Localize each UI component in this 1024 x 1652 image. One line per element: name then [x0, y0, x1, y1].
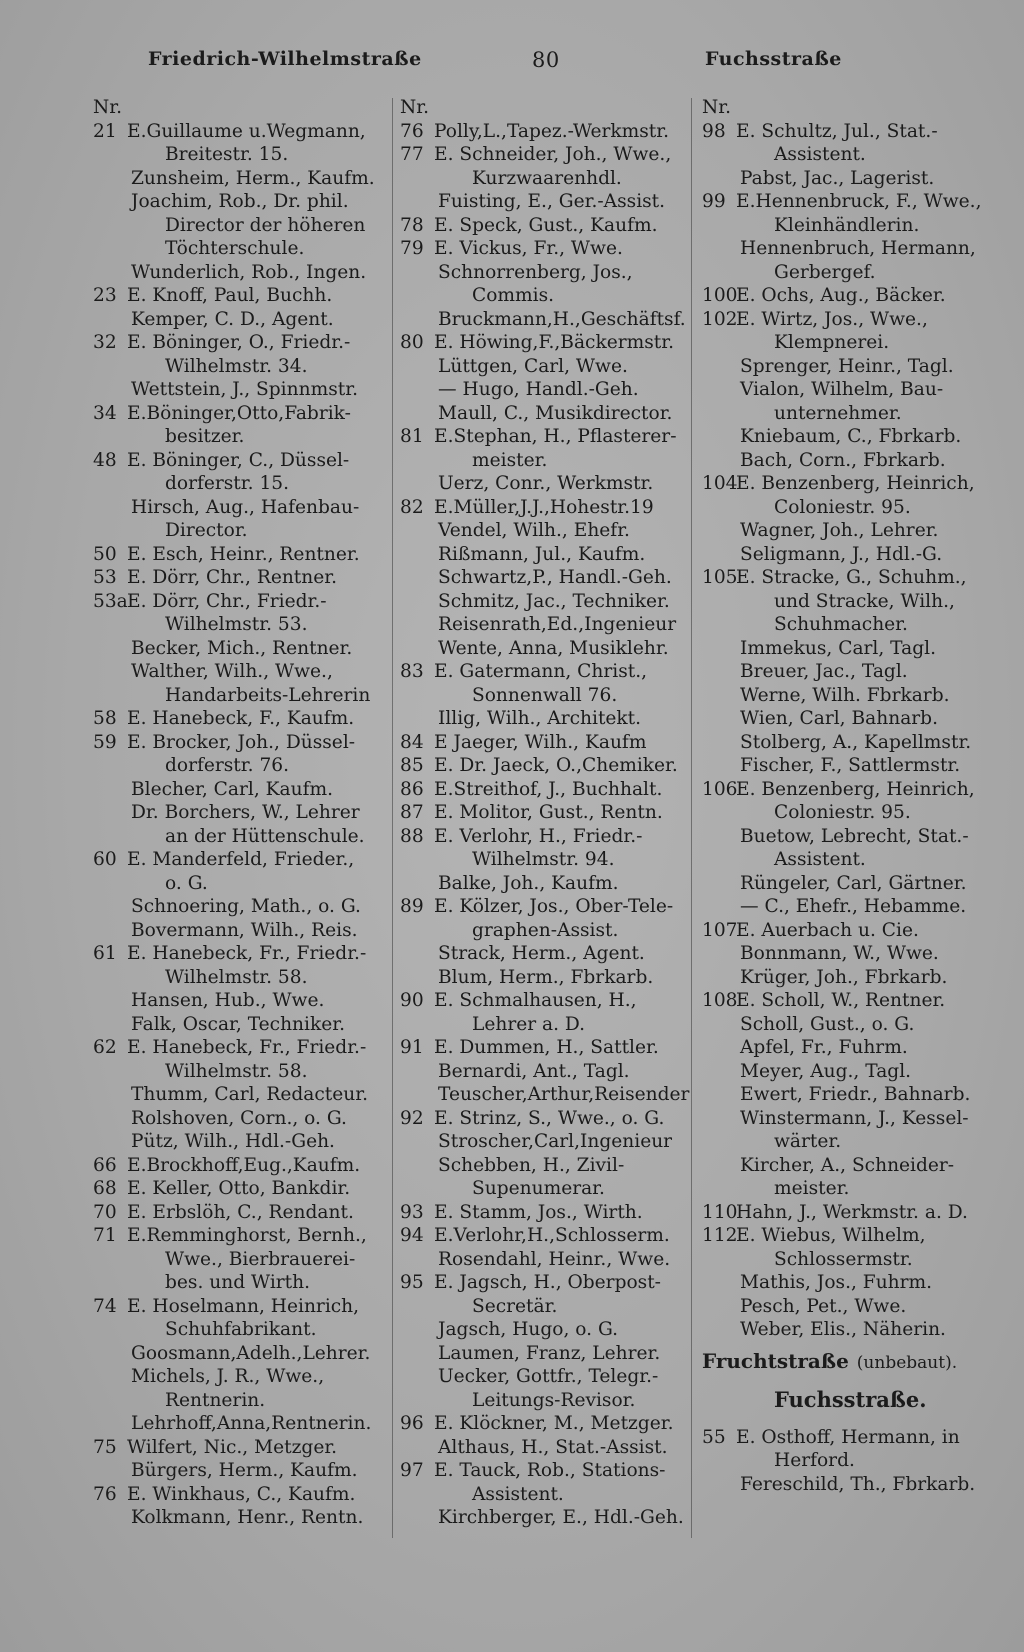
entry-continuation: Illig, Wilh., Architekt.	[438, 708, 642, 729]
number-column-label: Nr.	[93, 97, 123, 118]
directory-entry	[400, 731, 690, 755]
entry-continuation: Falk, Oscar, Techniker.	[131, 1013, 346, 1035]
entry-continuation: Schuhfabrikant.	[165, 1319, 317, 1340]
resident-text: E. Wiebus, Wilhelm,	[736, 1225, 926, 1246]
column-3	[702, 96, 992, 1496]
entry-continuation: Fuisting, E., Ger.-Assist.	[438, 191, 666, 212]
resident-text: E. Scholl, W., Rentner.	[736, 990, 946, 1011]
entry-continuation: Herford.	[774, 1450, 855, 1471]
directory-entry	[400, 754, 690, 778]
entry-continuation: Teuscher,Arthur,Reisender	[438, 1084, 690, 1105]
directory-entry	[702, 308, 992, 332]
resident-text: E. Stamm, Jos., Wirth.	[434, 1201, 643, 1223]
entry-continuation: Stroscher,Carl,Ingenieur	[438, 1131, 673, 1152]
entry-continuation: meister.	[774, 1178, 850, 1199]
entry-continuation: Wilhelmstr. 34.	[165, 355, 308, 377]
house-number: 77	[400, 144, 424, 165]
house-number: 90	[400, 990, 424, 1011]
house-number: 48	[93, 449, 117, 471]
house-number: 96	[400, 1413, 424, 1434]
house-number: 91	[400, 1037, 424, 1058]
entry-continuation: Kolkmann, Henr., Rentn.	[131, 1507, 364, 1528]
directory-entry	[93, 402, 383, 426]
entry-continuation: Jagsch, Hugo, o. G.	[438, 1319, 619, 1340]
house-number: 23	[93, 285, 117, 306]
entry-continuation: Goosmann,Adelh.,Lehrer.	[131, 1342, 371, 1364]
house-number: 74	[93, 1295, 117, 1317]
directory-entry	[93, 707, 383, 731]
resident-text: E.Streithof, J., Buchhalt.	[434, 778, 663, 800]
column-2	[400, 96, 690, 1530]
house-number: 100	[702, 285, 738, 306]
entry-continuation: Schuhmacher.	[774, 614, 908, 635]
entry-continuation: Director.	[165, 520, 248, 541]
resident-text: E. Vickus, Fr., Wwe.	[434, 238, 623, 259]
entry-continuation: Walther, Wilh., Wwe.,	[131, 661, 333, 682]
resident-text: E. Strinz, S., Wwe., o. G.	[434, 1107, 665, 1129]
street-heading: Fuchsstraße.	[774, 1386, 927, 1412]
entry-continuation: wärter.	[774, 1131, 842, 1152]
entry-continuation: unternehmer.	[774, 402, 902, 424]
house-number: 98	[702, 120, 726, 142]
entry-continuation: und Stracke, Wilh.,	[774, 590, 955, 612]
house-number: 87	[400, 802, 424, 823]
house-number: 61	[93, 943, 117, 964]
directory-entry	[400, 825, 690, 849]
entry-continuation: Kurzwaarenhdl.	[472, 167, 622, 189]
directory-entry	[400, 778, 690, 802]
entry-continuation: Uecker, Gottfr., Telegr.-	[438, 1366, 659, 1387]
entry-continuation: Wente, Anna, Musiklehr.	[438, 637, 669, 659]
entry-continuation: Bürgers, Herm., Kaufm.	[131, 1460, 358, 1481]
directory-entry	[400, 1036, 690, 1060]
house-number: 89	[400, 896, 424, 917]
resident-text: E. Schneider, Joh., Wwe.,	[434, 144, 672, 165]
resident-text: E. Speck, Gust., Kaufm.	[434, 214, 658, 236]
entry-continuation: Balke, Joh., Kaufm.	[438, 872, 619, 894]
directory-entry	[93, 566, 383, 590]
resident-text: E.Böninger,Otto,Fabrik-	[127, 402, 351, 424]
column-divider-2	[691, 98, 692, 1538]
entry-continuation: Maull, C., Musikdirector.	[438, 402, 673, 424]
entry-continuation: Secretär.	[472, 1295, 558, 1317]
house-number: 32	[93, 332, 117, 353]
directory-entry	[400, 237, 690, 261]
entry-continuation: Dr. Borchers, W., Lehrer	[131, 802, 360, 823]
entry-continuation: Winstermann, J., Kessel-	[740, 1107, 969, 1129]
house-number: 53	[93, 567, 117, 588]
entry-continuation: besitzer.	[165, 426, 245, 447]
resident-text: E. Schultz, Jul., Stat.-	[736, 120, 938, 142]
house-number: 94	[400, 1225, 424, 1246]
entry-continuation: — Hugo, Handl.-Geh.	[438, 379, 639, 400]
entry-continuation: Kircher, A., Schneider-	[740, 1154, 955, 1176]
entry-continuation: Pütz, Wilh., Hdl.-Geh.	[131, 1131, 335, 1152]
entry-continuation: Bovermann, Wilh., Reis.	[131, 919, 358, 941]
entry-continuation: Assistent.	[774, 849, 866, 870]
directory-entry	[400, 143, 690, 167]
directory-entry	[93, 731, 383, 755]
resident-text: E.Hennenbruck, F., Wwe.,	[736, 191, 982, 212]
house-number: 78	[400, 214, 424, 236]
resident-text: E.Stephan, H., Pflasterer-	[434, 426, 677, 447]
entry-continuation: Director der höheren	[165, 214, 366, 236]
entry-continuation: Kleinhändlerin.	[774, 214, 920, 236]
entry-continuation: Mathis, Jos., Fuhrm.	[740, 1272, 933, 1293]
entry-continuation: Wagner, Joh., Lehrer.	[740, 520, 939, 541]
resident-text: E. Klöckner, M., Metzger.	[434, 1413, 674, 1434]
directory-entry	[93, 942, 383, 966]
directory-entry	[93, 1036, 383, 1060]
street-heading-title: Fruchtstraße	[702, 1348, 849, 1373]
resident-text: E. Dörr, Chr., Rentner.	[127, 567, 338, 588]
house-number: 93	[400, 1201, 424, 1223]
entry-continuation: Sonnenwall 76.	[472, 684, 618, 706]
resident-text: E. Knoff, Paul, Buchh.	[127, 285, 333, 306]
entry-continuation: Weber, Elis., Näherin.	[740, 1319, 946, 1340]
resident-text: E. Gatermann, Christ.,	[434, 661, 648, 682]
directory-entry	[702, 989, 992, 1013]
entry-continuation: Bonnmann, W., Wwe.	[740, 943, 939, 964]
directory-entry	[400, 496, 690, 520]
house-number: 84	[400, 731, 424, 753]
house-number: 97	[400, 1460, 424, 1481]
directory-entry	[93, 1154, 383, 1178]
entry-continuation: Töchterschule.	[165, 238, 305, 259]
directory-entry	[93, 543, 383, 567]
entry-continuation: Lüttgen, Carl, Wwe.	[438, 355, 628, 377]
entry-continuation: Krüger, Joh., Fbrkarb.	[740, 966, 948, 988]
entry-continuation: Werne, Wilh. Fbrkarb.	[740, 684, 950, 706]
directory-entry	[702, 190, 992, 214]
resident-text: E. Molitor, Gust., Rentn.	[434, 802, 663, 823]
directory-entry	[400, 1412, 690, 1436]
entry-continuation: Ewert, Friedr., Bahnarb.	[740, 1084, 971, 1105]
resident-text: E. Höwing,F.,Bäckermstr.	[434, 332, 675, 353]
directory-entry	[702, 472, 992, 496]
directory-entry	[702, 284, 992, 308]
house-number: 75	[93, 1436, 117, 1458]
entry-continuation: Lehrhoff,Anna,Rentnerin.	[131, 1413, 372, 1434]
house-number: 60	[93, 849, 117, 870]
resident-text: E. Auerbach u. Cie.	[736, 919, 919, 941]
directory-entry	[93, 120, 383, 144]
resident-text: E. Schmalhausen, H.,	[434, 990, 637, 1011]
resident-text: E. Dummen, H., Sattler.	[434, 1037, 659, 1058]
resident-text: E. Tauck, Rob., Stations-	[434, 1460, 666, 1481]
house-number: 81	[400, 426, 424, 447]
directory-entry	[93, 449, 383, 473]
entry-continuation: Althaus, H., Stat.-Assist.	[438, 1436, 668, 1458]
resident-text: E. Verlohr, H., Friedr.-	[434, 825, 643, 847]
resident-text: E.Brockhoff,Eug.,Kaufm.	[127, 1154, 361, 1176]
entry-continuation: Breuer, Jac., Tagl.	[740, 661, 908, 682]
resident-text: E. Benzenberg, Heinrich,	[736, 473, 975, 494]
resident-text: E. Stracke, G., Schuhm.,	[736, 567, 967, 588]
entry-continuation: Lehrer a. D.	[472, 1013, 586, 1035]
resident-text: E. Dr. Jaeck, O.,Chemiker.	[434, 755, 678, 776]
entry-continuation: Pabst, Jac., Lagerist.	[740, 167, 935, 189]
entry-continuation: Rüngeler, Carl, Gärtner.	[740, 872, 967, 894]
directory-entry	[400, 660, 690, 684]
resident-text: E.Müller,J.J.,Hohestr.19	[434, 496, 654, 518]
resident-text: E. Wirtz, Jos., Wwe.,	[736, 308, 928, 330]
resident-text: E. Ochs, Aug., Bäcker.	[736, 285, 946, 306]
entry-continuation: Strack, Herm., Agent.	[438, 943, 645, 964]
house-number: 112	[702, 1225, 738, 1246]
directory-entry	[93, 284, 383, 308]
resident-text: E. Esch, Heinr., Rentner.	[127, 543, 360, 565]
house-number: 82	[400, 496, 424, 518]
resident-text: E.Verlohr,H.,Schlosserm.	[434, 1225, 670, 1246]
resident-text: E. Benzenberg, Heinrich,	[736, 778, 975, 800]
resident-text: E. Hanebeck, F., Kaufm.	[127, 708, 355, 729]
directory-entry	[400, 331, 690, 355]
resident-text: E. Dörr, Chr., Friedr.-	[127, 590, 327, 612]
entry-continuation: Wettstein, J., Spinnmstr.	[131, 379, 358, 400]
entry-continuation: Kemper, C. D., Agent.	[131, 308, 334, 330]
entry-continuation: Leitungs-Revisor.	[472, 1389, 636, 1411]
house-number: 62	[93, 1037, 117, 1058]
directory-entry	[93, 1224, 383, 1248]
house-number: 76	[93, 1483, 117, 1505]
entry-continuation: Meyer, Aug., Tagl.	[740, 1060, 912, 1082]
entry-continuation: Rolshoven, Corn., o. G.	[131, 1107, 347, 1129]
entry-continuation: Schmitz, Jac., Techniker.	[438, 590, 670, 612]
entry-continuation: Joachim, Rob., Dr. phil.	[131, 191, 349, 212]
entry-continuation: Fereschild, Th., Fbrkarb.	[740, 1473, 976, 1495]
resident-text: E. Brocker, Joh., Düssel-	[127, 731, 356, 753]
directory-entry	[93, 590, 383, 614]
entry-continuation: Vendel, Wilh., Ehefr.	[438, 520, 630, 541]
house-number: 53a	[93, 590, 128, 612]
resident-text: Hahn, J., Werkmstr. a. D.	[736, 1201, 968, 1223]
resident-text: E. Hanebeck, Fr., Friedr.-	[127, 943, 367, 964]
directory-entry	[400, 425, 690, 449]
entry-continuation: Wwe., Bierbrauerei-	[165, 1248, 356, 1270]
entry-continuation: dorferstr. 15.	[165, 473, 290, 494]
directory-entry	[400, 1107, 690, 1131]
house-number: 88	[400, 825, 424, 847]
directory-entry	[702, 1426, 992, 1450]
directory-entry	[702, 778, 992, 802]
directory-entry	[400, 1224, 690, 1248]
entry-continuation: Blum, Herm., Fbrkarb.	[438, 966, 654, 988]
house-number: 95	[400, 1272, 424, 1293]
house-number: 34	[93, 402, 117, 424]
house-number: 71	[93, 1225, 117, 1246]
resident-text: E. Böninger, O., Friedr.-	[127, 332, 351, 353]
entry-continuation: Breitestr. 15.	[165, 144, 289, 165]
entry-continuation: Schwartz,P., Handl.-Geh.	[438, 567, 672, 588]
house-number: 80	[400, 332, 424, 353]
entry-continuation: Immekus, Carl, Tagl.	[740, 637, 936, 659]
entry-continuation: Becker, Mich., Rentner.	[131, 637, 353, 659]
directory-entry	[702, 1201, 992, 1225]
entry-continuation: Buetow, Lebrecht, Stat.-	[740, 825, 969, 847]
entry-continuation: Bernardi, Ant., Tagl.	[438, 1060, 630, 1082]
house-number: 110	[702, 1201, 738, 1223]
entry-continuation: Schebben, H., Zivil-	[438, 1154, 625, 1176]
resident-text: E. Jagsch, H., Oberpost-	[434, 1272, 661, 1293]
directory-entry	[400, 989, 690, 1013]
entry-continuation: dorferstr. 76.	[165, 755, 290, 776]
entry-continuation: Wilhelmstr. 58.	[165, 1060, 308, 1082]
entry-continuation: Kniebaum, C., Fbrkarb.	[740, 426, 962, 447]
entry-continuation: Supenumerar.	[472, 1178, 605, 1199]
entry-continuation: o. G.	[165, 872, 208, 894]
entry-continuation: Commis.	[472, 285, 555, 306]
number-column-label: Nr.	[400, 97, 430, 118]
directory-entry	[400, 1201, 690, 1225]
entry-continuation: Schnorrenberg, Jos.,	[438, 261, 633, 283]
entry-continuation: Wilhelmstr. 58.	[165, 966, 308, 988]
entry-continuation: Hirsch, Aug., Hafenbau-	[131, 496, 360, 518]
entry-continuation: Reisenrath,Ed.,Ingenieur	[438, 614, 677, 635]
entry-continuation: Handarbeits-Lehrerin	[165, 684, 371, 706]
directory-entry	[93, 1483, 383, 1507]
entry-continuation: Laumen, Franz, Lehrer.	[438, 1342, 661, 1364]
street-heading-note: (unbebaut).	[856, 1352, 958, 1373]
entry-continuation: Gerbergef.	[774, 261, 876, 283]
directory-entry	[93, 1201, 383, 1225]
header-right-street: Fuchsstraße	[705, 48, 842, 70]
resident-text: E. Kölzer, Jos., Ober-Tele-	[434, 896, 674, 917]
entry-continuation: Assistent.	[472, 1483, 564, 1505]
entry-continuation: Wilhelmstr. 53.	[165, 614, 308, 635]
directory-entry	[702, 566, 992, 590]
directory-entry	[400, 214, 690, 238]
column-1	[93, 96, 383, 1530]
directory-entry	[400, 120, 690, 144]
entry-continuation: Rosendahl, Heinr., Wwe.	[438, 1248, 671, 1270]
house-number: 104	[702, 473, 738, 494]
house-number: 83	[400, 661, 424, 682]
entry-continuation: Hennenbruch, Hermann,	[740, 238, 976, 259]
entry-continuation: Coloniestr. 95.	[774, 802, 911, 823]
entry-continuation: Kirchberger, E., Hdl.-Geh.	[438, 1507, 684, 1528]
header-left-street: Friedrich-Wilhelmstraße	[148, 48, 422, 70]
resident-text: E.Guillaume u.Wegmann,	[127, 120, 366, 142]
entry-continuation: Wunderlich, Rob., Ingen.	[131, 261, 367, 283]
house-number: 50	[93, 543, 117, 565]
number-column-label: Nr.	[702, 97, 732, 118]
directory-entry	[93, 1177, 383, 1201]
entry-continuation: Fischer, F., Sattlermstr.	[740, 755, 961, 776]
house-number: 105	[702, 567, 738, 588]
entry-continuation: Zunsheim, Herm., Kaufm.	[131, 167, 375, 189]
entry-continuation: Michels, J. R., Wwe.,	[131, 1366, 325, 1387]
entry-continuation: Thumm, Carl, Redacteur.	[131, 1084, 369, 1105]
directory-entry	[93, 848, 383, 872]
resident-text: E. Böninger, C., Düssel-	[127, 449, 350, 471]
resident-text: E Jaeger, Wilh., Kaufm	[434, 731, 647, 753]
entry-continuation: Hansen, Hub., Wwe.	[131, 990, 325, 1011]
resident-text: E. Keller, Otto, Bankdir.	[127, 1178, 351, 1199]
entry-continuation: Apfel, Fr., Fuhrm.	[740, 1037, 908, 1058]
entry-continuation: Uerz, Conr., Werkmstr.	[438, 473, 654, 494]
resident-text: E. Hoselmann, Heinrich,	[127, 1295, 360, 1317]
entry-continuation: Rißmann, Jul., Kaufm.	[438, 543, 646, 565]
house-number: 21	[93, 120, 117, 142]
entry-continuation: Wien, Carl, Bahnarb.	[740, 708, 938, 729]
directory-entry	[400, 1271, 690, 1295]
directory-entry	[702, 919, 992, 943]
entry-continuation: meister.	[472, 449, 548, 471]
house-number: 70	[93, 1201, 117, 1223]
directory-entry	[93, 1436, 383, 1460]
house-number: 79	[400, 238, 424, 259]
directory-entry	[400, 801, 690, 825]
house-number: 92	[400, 1107, 424, 1129]
house-number: 86	[400, 778, 424, 800]
entry-continuation: — C., Ehefr., Hebamme.	[740, 896, 967, 917]
directory-entry	[702, 120, 992, 144]
directory-entry	[93, 1295, 383, 1319]
directory-entry	[93, 331, 383, 355]
entry-continuation: Bruckmann,H.,Geschäftsf.	[438, 308, 686, 330]
page-number: 80	[532, 48, 560, 72]
house-number: 58	[93, 708, 117, 729]
entry-continuation: Sprenger, Heinr., Tagl.	[740, 355, 954, 377]
entry-continuation: Schnoering, Math., o. G.	[131, 896, 361, 917]
house-number: 55	[702, 1426, 726, 1448]
entry-continuation: Vialon, Wilhelm, Bau-	[740, 379, 944, 400]
street-heading	[702, 1350, 992, 1380]
directory-entry	[400, 895, 690, 919]
entry-continuation: Coloniestr. 95.	[774, 496, 911, 518]
entry-continuation: Schlossermstr.	[774, 1248, 913, 1270]
entry-continuation: Rentnerin.	[165, 1389, 266, 1411]
entry-continuation: Pesch, Pet., Wwe.	[740, 1295, 907, 1317]
house-number: 108	[702, 990, 738, 1011]
resident-text: E. Winkhaus, C., Kaufm.	[127, 1483, 356, 1505]
house-number: 59	[93, 731, 117, 753]
entry-continuation: bes. und Wirth.	[165, 1272, 311, 1293]
entry-continuation: Blecher, Carl, Kaufm.	[131, 778, 334, 800]
directory-entry	[400, 1459, 690, 1483]
entry-continuation: Scholl, Gust., o. G.	[740, 1013, 915, 1035]
house-number: 85	[400, 755, 424, 776]
entry-continuation: Stolberg, A., Kapellmstr.	[740, 731, 972, 753]
entry-continuation: graphen-Assist.	[472, 919, 619, 941]
directory-entry	[702, 1224, 992, 1248]
house-number: 68	[93, 1178, 117, 1199]
entry-continuation: an der Hüttenschule.	[165, 825, 365, 847]
resident-text: E.Remminghorst, Bernh.,	[127, 1225, 367, 1246]
resident-text: Wilfert, Nic., Metzger.	[127, 1436, 338, 1458]
house-number: 102	[702, 308, 738, 330]
entry-continuation: Bach, Corn., Fbrkarb.	[740, 449, 946, 471]
resident-text: E. Erbslöh, C., Rendant.	[127, 1201, 354, 1223]
house-number: 99	[702, 191, 726, 212]
column-divider-1	[392, 98, 393, 1538]
entry-continuation: Assistent.	[774, 144, 866, 165]
house-number: 66	[93, 1154, 117, 1176]
entry-continuation: Wilhelmstr. 94.	[472, 849, 615, 870]
resident-text: E. Hanebeck, Fr., Friedr.-	[127, 1037, 367, 1058]
entry-continuation: Seligmann, J., Hdl.-G.	[740, 543, 943, 565]
resident-text: Polly,L.,Tapez.-Werkmstr.	[434, 120, 670, 142]
house-number: 107	[702, 919, 738, 941]
house-number: 106	[702, 778, 738, 800]
entry-continuation: Klempnerei.	[774, 332, 890, 353]
house-number: 76	[400, 120, 424, 142]
spacer	[702, 1418, 992, 1426]
resident-text: E. Osthoff, Hermann, in	[736, 1426, 960, 1448]
resident-text: E. Manderfeld, Frieder.,	[127, 849, 355, 870]
